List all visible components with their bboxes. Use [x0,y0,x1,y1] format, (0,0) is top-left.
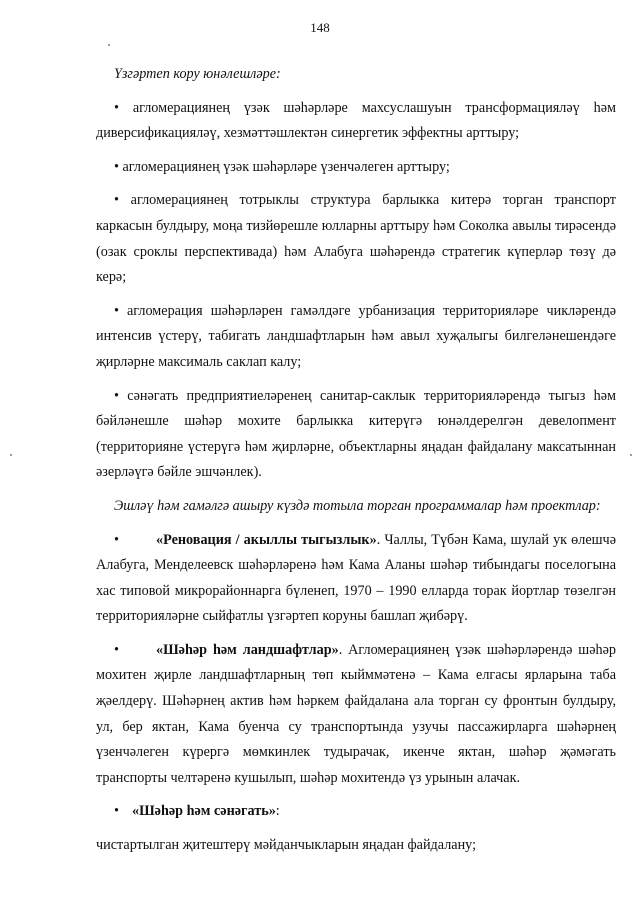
bullet-glyph: • [114,803,119,820]
project-title: «Шәһәр һәм ландшафтлар» [156,641,339,658]
project-title: «Реновация / акыллы тыгызлык» [156,531,377,548]
bullet-item: • агломерация шәһәрләрен гамәлдәге урбанизация территорияләре чикләрендә интенсив үстерү, табигать ландшафтларын һәм авыл хуҗалыгы билгеләнешендәге җирләрне максималь саклап калу; [96,302,616,370]
scan-speck [10,454,12,456]
bullet-item: • сәнәгать предприятиеләренең санитар-саклык территорияләрендә тыгыз һәм бәйләнешле шәһәр мохите барлыкка китерүгә юнәлдерелгән девелопмент (территорияне үстерүгә һәм җирләрне, объектларны яңадан файдалану максатыннан әзерләүгә бәйле эшчәнлек). [96,387,616,481]
bullet-item: • агломерациянең үзәк шәһәрләре махсуслашуын трансформацияләү һәм диверсификацияләү, хезмәттәшлектән синергетик эффектны арттыру; [96,99,616,142]
page-number: 148 [310,20,330,35]
project-text: : [275,803,280,820]
page-content [96,62,616,859]
reform-directions-heading: Үзгәртеп кору юнәлешләре: [114,66,281,82]
bullet-glyph: • [114,641,119,658]
bullet-item: • агломерациянең үзәк шәһәрләре үзенчәлеген арттыру; [114,158,450,175]
bullet-item: • агломерациянең тотрыклы структура барлыкка китерә торган транспорт каркасын булдыру, моңа тизйөрешле юлларны арттыру һәм Соколка авылы тирәсендә (озак сроклы перспективада) һәм Алабуга шәһәрендә стратегик күперләр төзү дә керә; [96,192,616,286]
project-text: . Чаллы, Түбән Кама, шулай ук өлешчә Алабуга, Менделеевск шәһәрләренә һәм Кама Аланы шәһәр тибындагы поселогына хас типовой микрорайоннарга бүленеп, 1970 – 1990 елларда торак йортлар төзелгән территорияләрне сыйфатлы үзгәртеп коруны башлап җибәрү. [96,531,616,625]
scan-speck [630,454,632,456]
scan-speck [108,44,110,46]
body-line: чистартылган җитештерү мәйданчыкларын яңадан файдалану; [96,837,477,854]
project-title: «Шәһәр һәм сәнәгать» [132,803,276,820]
bullet-glyph: • [114,531,119,548]
project-text: . Агломерациянең үзәк шәһәрләрендә шәһәр мохитен җирле ландшафтларның төп кыйммәтенә – Кама елгасы ярларына таба җәелдерү. Шәһәрнең актив һәм һәркем файдалана ала торган су фронтын булдыру, ул, бер яктан, Кама буенча су транспортында узучы пассажирларга шәһәрнең үзенчәлеген күрергә мөмкинлек тудырачак, икенче яктан, шәһәр җәмәгать транспорты челтәренә кушылып, шәһәр мохитендә үз урынын алачак. [96,641,616,786]
project-item [96,528,616,630]
programs-heading: Эшләү һәм гамәлгә ашыру күздә тотыла торган программалар һәм проектлар: [114,497,601,514]
project-item [96,799,616,825]
project-item [96,638,616,792]
